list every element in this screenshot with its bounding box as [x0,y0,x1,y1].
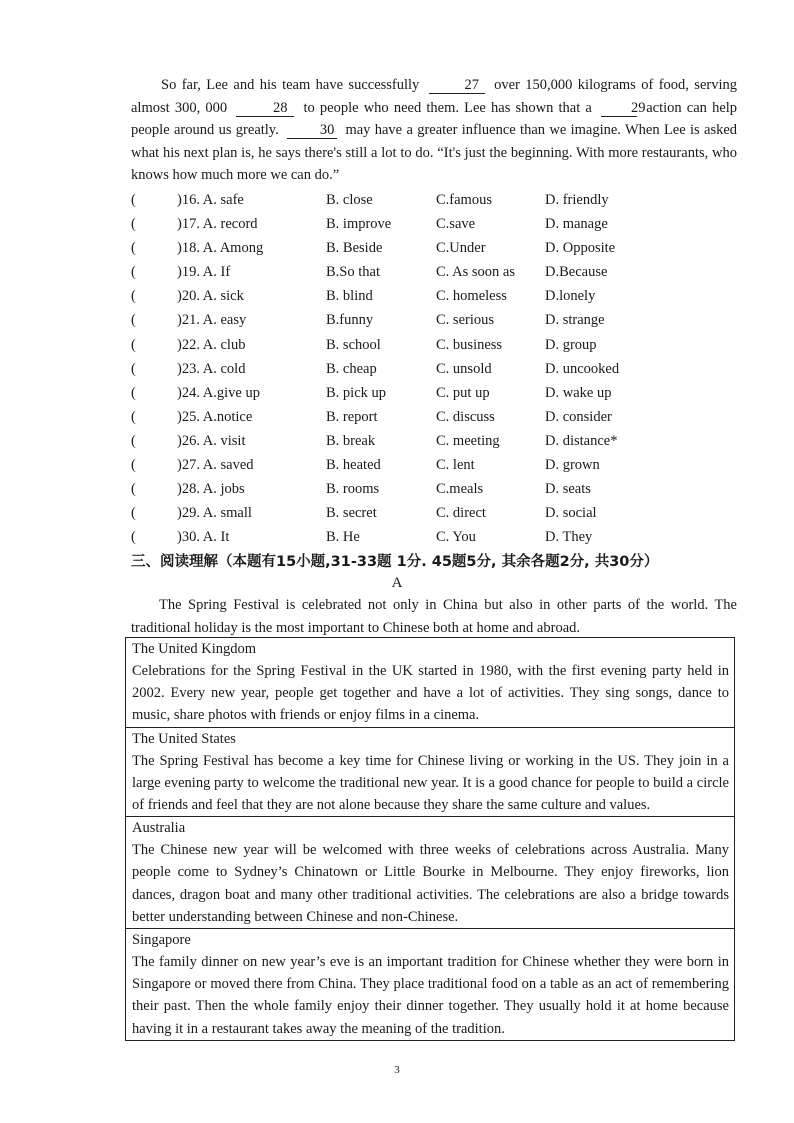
option-b: B. school [326,336,381,353]
option-a: )29. A. small [177,505,252,522]
option-c: C. business [436,336,503,353]
option-b: B.funny [326,312,374,329]
country-description: The Chinese new year will be welcomed with three weeks of celebrations across Australia. Many people come to Sydney’s Chinatown or Little Bourke in Melbourne. They enjoy fireworks, lion dances, dragon boat and many other traditional activities. The celebrations are also a bridge towards better understanding between Chinese and non-Chinese. [132,842,729,925]
cloze-passage [131,74,737,187]
blank-28: 28 [236,100,294,117]
answer-bracket: ( [131,457,136,474]
option-d: D. friendly [545,192,609,208]
option-d: D. strange [545,312,605,329]
country-description: The family dinner on new year’s eve is an important tradition for Chinese whether they were born in Singapore or moved there from China. They place traditional food on a table as an act of remembering their past. Then the whole family enjoy their dinner together. They usually hold it at home because having it in a restaurant takes away the meaning of the tradition. [132,954,729,1037]
option-d: D.Because [545,264,608,281]
option-d: D. Opposite [545,240,616,257]
country-table [125,637,735,1041]
option-a: )16. A. safe [177,192,244,208]
option-row [131,308,737,332]
options-list [131,188,737,549]
country-cell [126,929,734,1041]
country-cell [126,728,734,818]
passage-text-4: action can help people around us greatly. [131,99,738,138]
option-row [131,525,737,549]
option-c: C. You [436,529,476,546]
answer-bracket: ( [131,216,136,233]
answer-bracket: ( [131,384,136,401]
option-row [131,260,737,284]
option-row [131,357,737,381]
answer-bracket: ( [131,481,136,498]
option-a: )18. A. Among [177,240,264,257]
option-d: D. distance* [545,432,618,449]
answer-bracket: ( [131,288,136,305]
option-b: B. blind [326,288,373,305]
option-a: )22. A. club [177,336,246,353]
passage-text-5: may have a greater influence than we imagine. When Lee is asked what his next plan is, he says there's still a lot to do. “It's just the beginning. With more restaurants, who knows how much more we can do.” [131,122,738,183]
option-row [131,381,737,405]
blank-29: 29 [601,100,637,117]
option-b: B. rooms [326,481,380,498]
option-c: C. homeless [436,288,507,305]
part-label: A [391,575,403,591]
reading-intro [131,594,737,639]
option-row [131,188,737,212]
answer-bracket: ( [131,240,136,257]
answer-bracket: ( [131,529,136,546]
option-b: B.So that [326,264,380,281]
country-cell [126,817,734,929]
blank-30: 30 [287,122,337,139]
option-row [131,212,737,236]
answer-bracket: ( [131,505,136,522]
option-d: D. wake up [545,384,612,401]
country-name: The United States [132,730,236,747]
option-d: D. group [545,336,597,353]
option-b: B. cheap [326,360,377,377]
passage-text-1: So far, Lee and his team have successfully [161,77,420,93]
answer-bracket: ( [131,360,136,377]
option-row [131,236,737,260]
option-c: C.Under [436,240,486,257]
section-heading: 三、阅读理解（本题有15小题,31-33题 1分. 45题5分, 其余各题2分, 共30分） [131,554,659,570]
answer-bracket: ( [131,432,136,449]
option-d: D. social [545,505,597,522]
option-d: D. consider [545,408,612,425]
option-a: )17. A. record [177,216,258,233]
option-row [131,284,737,308]
answer-bracket: ( [131,312,136,329]
option-c: C. put up [436,384,490,401]
country-cell [126,638,734,728]
option-a: )19. A. If [177,264,231,281]
answer-bracket: ( [131,336,136,353]
blank-27: 27 [429,77,485,94]
option-c: C.meals [436,481,484,498]
passage-text-3: to people who need them. Lee has shown that a [303,99,592,116]
option-d: D.lonely [545,288,596,305]
country-name: Australia [132,820,186,837]
option-a: )25. A.notice [177,408,253,425]
option-b: B. improve [326,216,392,233]
option-row [131,333,737,357]
option-c: C.save [436,216,476,233]
option-a: )23. A. cold [177,360,246,377]
option-b: B. Beside [326,240,383,257]
option-d: D. They [545,529,593,546]
option-c: C. unsold [436,360,492,377]
option-b: B. report [326,408,378,425]
answer-bracket: ( [131,264,136,281]
option-a: )30. A. It [177,529,230,546]
option-c: C.famous [436,192,492,208]
option-row [131,477,737,501]
answer-bracket: ( [131,192,136,208]
reading-intro-text: The Spring Festival is celebrated not only in China but also in other parts of the world. The traditional holiday is the most important to Chinese both at home and abroad. [131,597,737,636]
country-name: The United Kingdom [132,641,257,657]
option-a: )28. A. jobs [177,481,245,498]
option-c: C. As soon as [436,264,515,281]
option-a: )20. A. sick [177,288,244,305]
option-d: D. manage [545,216,608,233]
option-c: C. discuss [436,408,495,425]
option-a: )21. A. easy [177,312,247,329]
country-name: Singapore [132,932,191,949]
country-description: The Spring Festival has become a key time for Chinese living or working in the US. They join in a large evening party to welcome the traditional new year. It is a good chance for people to build a circle of friends and feel that they are not alone because they share the same culture and values. [132,752,729,814]
option-a: )24. A.give up [177,384,260,401]
option-c: C. meeting [436,432,500,449]
option-b: B. He [326,529,360,546]
option-row [131,429,737,453]
option-a: )26. A. visit [177,432,246,449]
option-c: C. lent [436,457,475,474]
option-b: B. heated [326,457,381,474]
answer-bracket: ( [131,408,136,425]
option-c: C. direct [436,505,486,522]
option-d: D. uncooked [545,360,620,377]
option-b: B. secret [326,505,377,522]
option-row [131,405,737,429]
option-c: C. serious [436,312,494,329]
option-b: B. pick up [326,384,387,401]
option-b: B. break [326,432,376,449]
page-number: 3 [394,1064,400,1076]
option-row [131,501,737,525]
option-d: D. grown [545,457,600,474]
passage-text-2: over 150,000 kilograms of food, serving almost 300, 000 [131,77,737,116]
country-description: Celebrations for the Spring Festival in the UK started in 1980, with the first evening party held in 2002. Every new year, people get together and have a lot of activities. They sing songs, dance to music, share photos with friends or enjoy films in a cinema. [132,663,729,724]
option-a: )27. A. saved [177,457,254,474]
option-row [131,453,737,477]
option-b: B. close [326,192,373,208]
option-d: D. seats [545,481,591,498]
